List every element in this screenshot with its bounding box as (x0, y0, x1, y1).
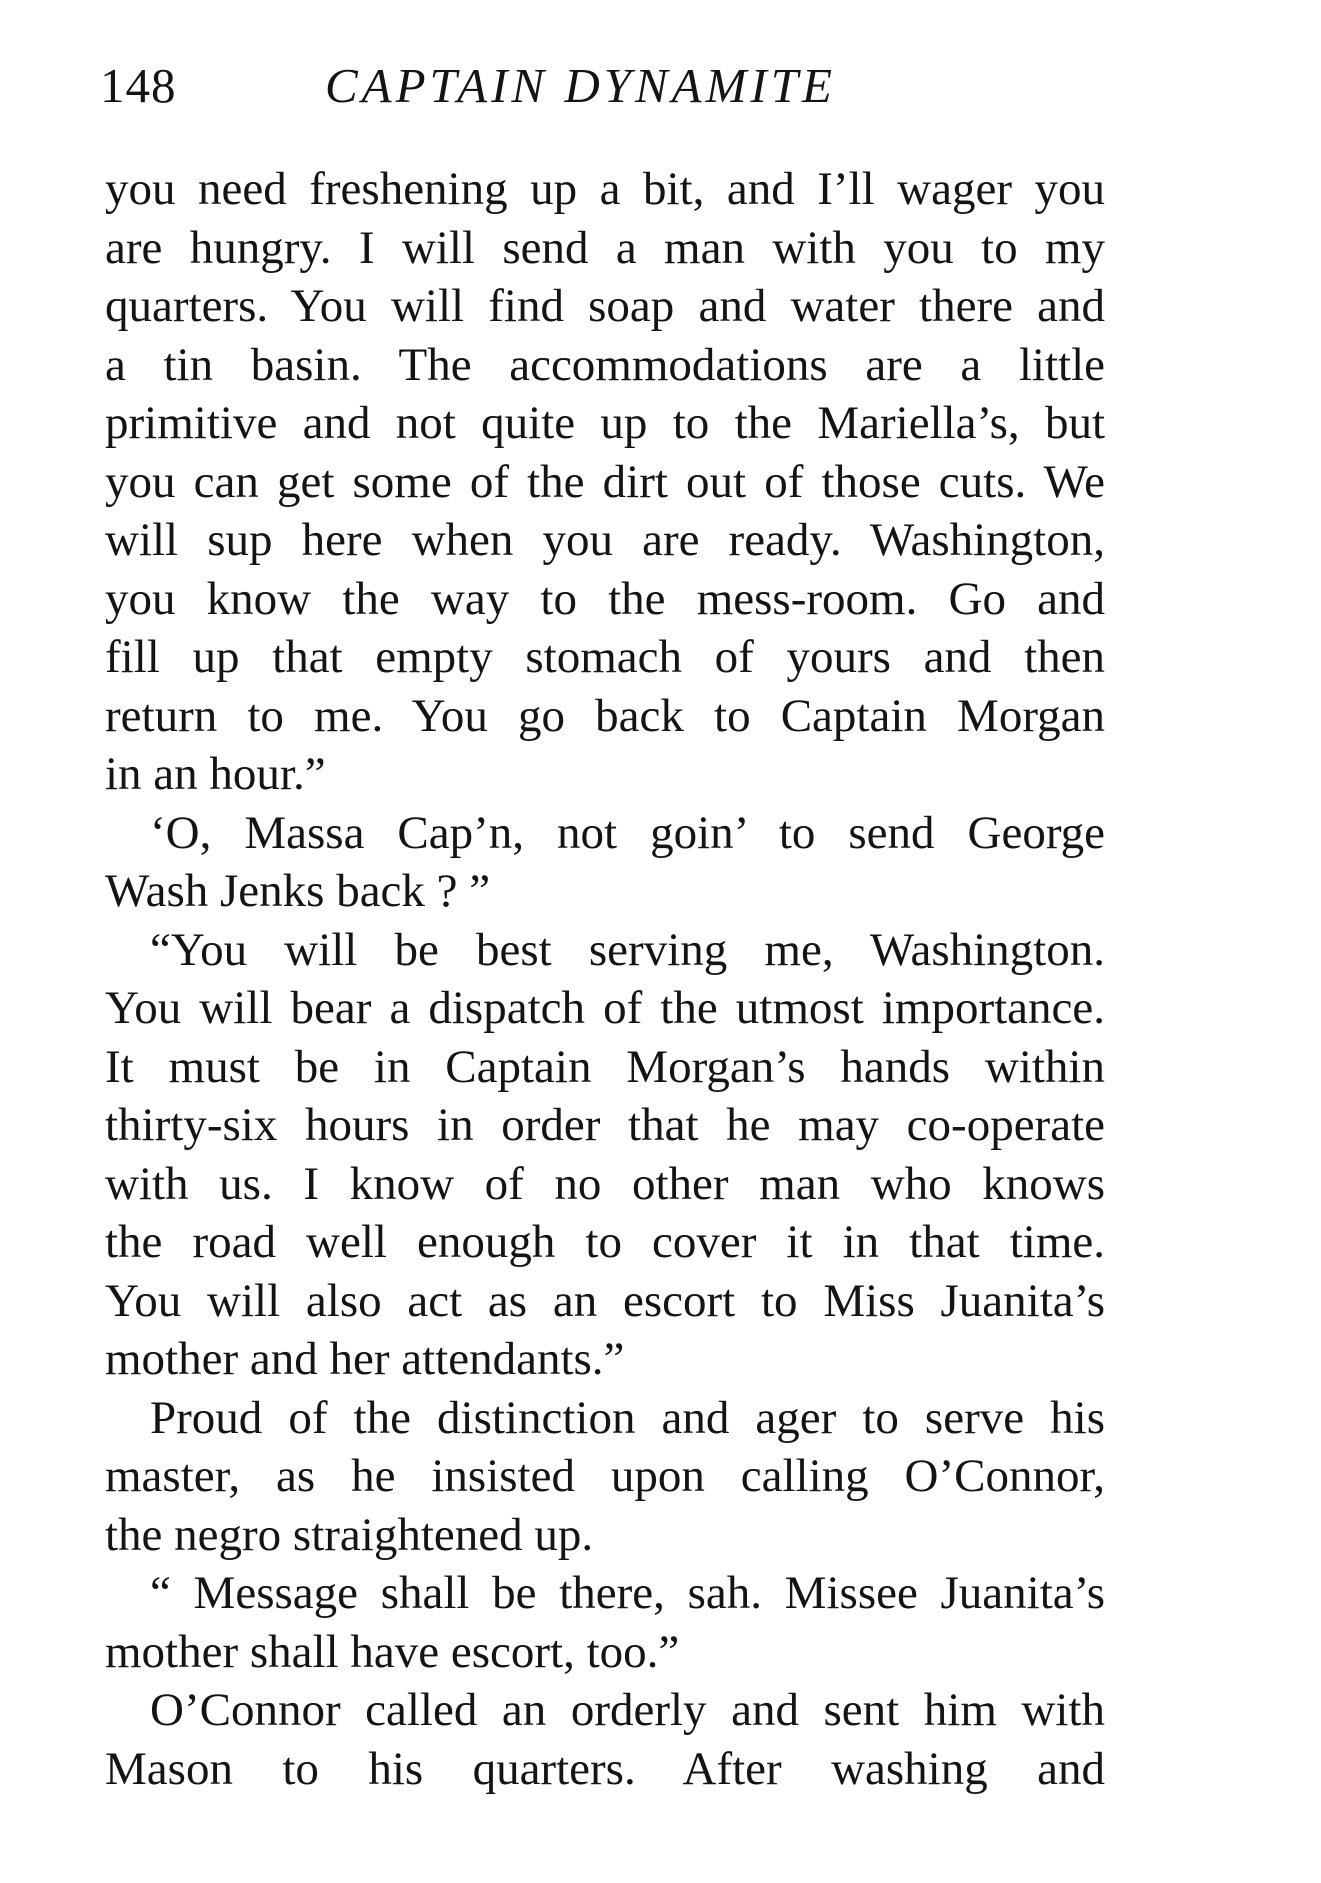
text-line: you know the way to the mess-room. Go and (105, 572, 1105, 625)
text-line: quarters. You will find soap and water there and (105, 280, 1105, 332)
text-line: “ Message shall be there, sah. Missee Juanita’s (150, 1567, 1105, 1619)
page-number: 148 (100, 58, 177, 113)
running-title: CAPTAIN DYNAMITE (325, 58, 836, 113)
text-line: Wash Jenks back ? ” (105, 865, 491, 917)
text-line: ‘O, Massa Cap’n, not goin’ to send George (150, 806, 1105, 859)
body-text (105, 160, 1105, 1798)
text-line: fill up that empty stomach of yours and then (105, 631, 1105, 683)
text-line: “You will be best serving me, Washington. (150, 923, 1105, 976)
text-line: a tin basin. The accommodations are a little (105, 338, 1105, 391)
text-line: You will bear a dispatch of the utmost importance. (105, 982, 1105, 1034)
text-line: you can get some of the dirt out of those cuts. We (105, 455, 1105, 508)
text-line: mother shall have escort, too.” (105, 1625, 680, 1678)
running-head (100, 56, 1100, 116)
text-line: primitive and not quite up to the Mariella’s, but (105, 397, 1105, 449)
text-line: O’Connor called an orderly and sent him with (150, 1684, 1105, 1736)
text-line: in an hour.” (105, 748, 326, 800)
text-line: the road well enough to cover it in that time. (105, 1216, 1105, 1268)
text-line: with us. I know of no other man who knows (105, 1157, 1105, 1210)
text-line: the negro straightened up. (105, 1508, 594, 1561)
text-line: mother and her attendants.” (105, 1333, 625, 1385)
text-line: master, as he insisted upon calling O’Connor, (105, 1450, 1105, 1502)
text-line: Mason to his quarters. After washing and (105, 1742, 1105, 1795)
text-line: you need freshening up a bit, and I’ll wager you (105, 163, 1105, 215)
text-line: Proud of the distinction and ager to serve his (150, 1391, 1105, 1444)
text-line: are hungry. I will send a man with you to my (105, 221, 1105, 274)
text-line: It must be in Captain Morgan’s hands within (105, 1040, 1105, 1093)
text-line: will sup here when you are ready. Washington, (105, 514, 1105, 566)
text-line: thirty-six hours in order that he may co-operate (105, 1099, 1105, 1151)
text-line: You will also act as an escort to Miss Juanita’s (105, 1274, 1105, 1327)
text-line: return to me. You go back to Captain Morgan (105, 689, 1105, 742)
